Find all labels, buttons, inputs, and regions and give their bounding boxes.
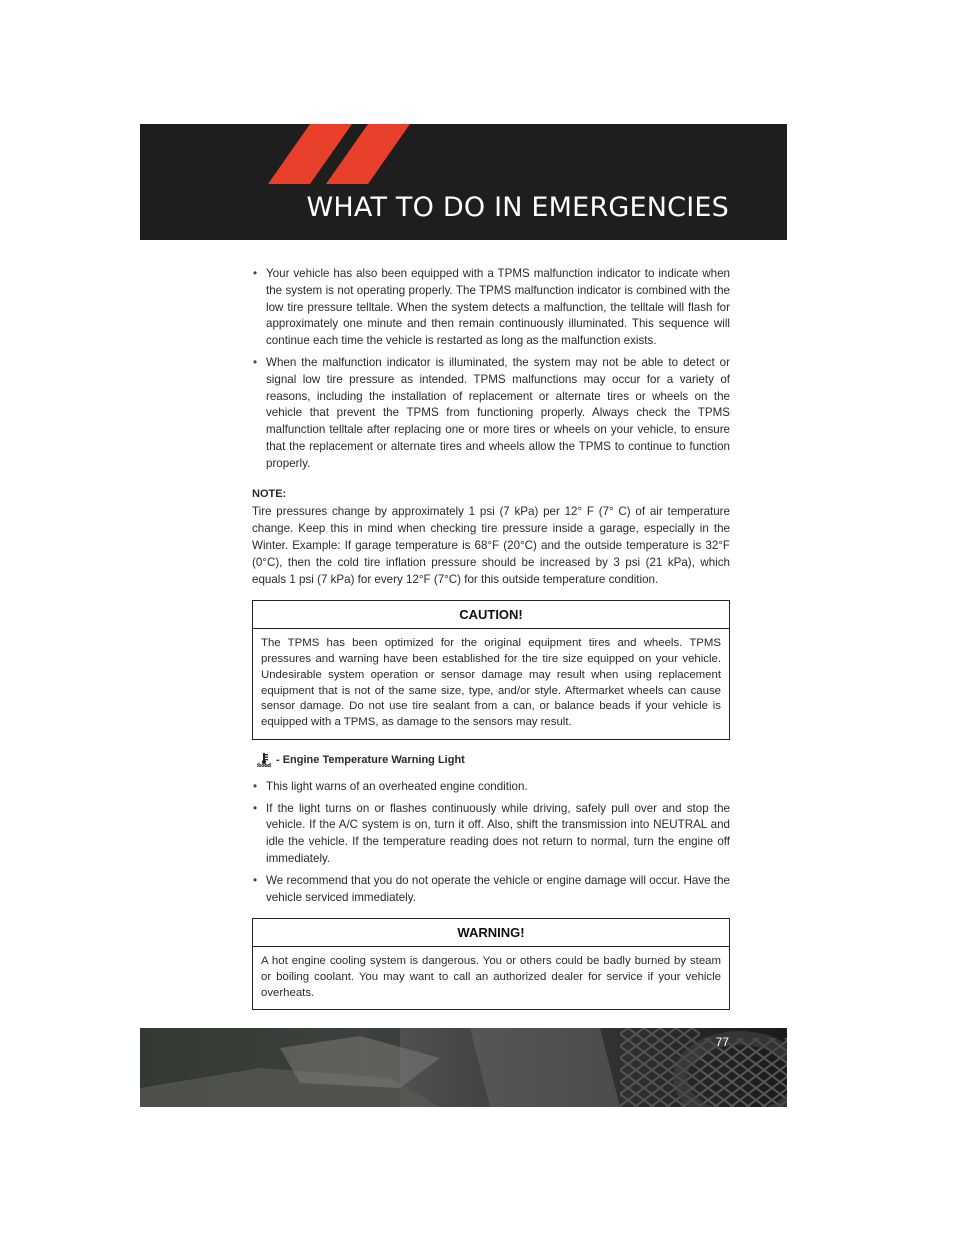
note-body: Tire pressures change by approximately 1 psi (7 kPa) per 12° F (7° C) of air temperature change. Keep this in mind when checking tire pressure inside a garage, especially in the Winter. Example: If garage temperature is 68°F (20°C) and the outside temperature is 32°F (0°C), then the cold tire inflation pressure should be increased by 3 psi (21 kPa), which equals 1 psi (7 kPa) for every 12°F (7°C) for this outside temperature condition. (252, 505, 730, 586)
caution-body: The TPMS has been optimized for the original equipment tires and wheels. TPMS pressures and warning have been established for the tire size equipped on your vehicle. Undesirable system operation or sensor damage may result when using replacement equipment that is not of the same size, type, and/or style. Aftermarket wheels can cause sensor damage. Do not use tire sealant from a can, or balance beads if your vehicle is equipped with a TPMS, as damage to the sensors may result. (261, 637, 721, 729)
bullet-list-engine-temp (252, 779, 730, 907)
list-item: • Your vehicle has also been equipped with a TPMS malfunction indicator to indicate when the system is not operating properly. The TPMS malfunction indicator is combined with the low tire pressure telltale. When the system detects a malfunction, the telltale will flash for approximately one minute and then remain continuously illuminated. This sequence will continue each time the vehicle is restarted as long as the malfunction exists. (252, 266, 730, 350)
note-label: NOTE: (252, 487, 287, 500)
warning-body: A hot engine cooling system is dangerous. You or others could be badly burned by steam or boiling coolant. You may want to call an authorized dealer for service if your vehicle overheats. (261, 955, 721, 999)
list-item: • If the light turns on or flashes continuously while driving, safely pull over and stop the vehicle. If the A/C system is on, turn it off. Also, shift the transmission into NEUTRAL and idle the vehicle. If the temperature reading does not return to normal, turn the engine off immediately. (252, 801, 730, 868)
engine-temp-heading (252, 752, 730, 769)
brand-stripes-logo (268, 124, 418, 186)
header-band (140, 124, 787, 240)
list-item: • This light warns of an overheated engine condition. (252, 779, 730, 796)
footer-photo (140, 1028, 787, 1107)
page-title: WHAT TO DO IN EMERGENCIES (306, 192, 729, 223)
footer-band (140, 1028, 787, 1107)
page-number: 77 (715, 1035, 729, 1049)
warning-title: WARNING! (253, 919, 729, 947)
list-item: • We recommend that you do not operate the vehicle or engine damage will occur. Have the vehicle serviced immediately. (252, 873, 730, 907)
main-content (252, 266, 730, 1010)
engine-temperature-icon (256, 753, 272, 767)
bullet-list-tpms (252, 266, 730, 473)
caution-title: CAUTION! (253, 601, 729, 629)
warning-box (252, 918, 730, 1010)
caution-box (252, 600, 730, 740)
list-item: • When the malfunction indicator is illuminated, the system may not be able to detect or signal low tire pressure as intended. TPMS malfunctions may occur for a variety of reasons, including the installation of replacement or alternate tires or wheels on the vehicle that prevent the TPMS from functioning properly. Always check the TPMS malfunction telltale after replacing one or more tires or wheels on your vehicle, to ensure that the replacement or alternate tires and wheels allow the TPMS to continue to function properly. (252, 355, 730, 473)
engine-temp-label: - Engine Temperature Warning Light (276, 753, 465, 766)
